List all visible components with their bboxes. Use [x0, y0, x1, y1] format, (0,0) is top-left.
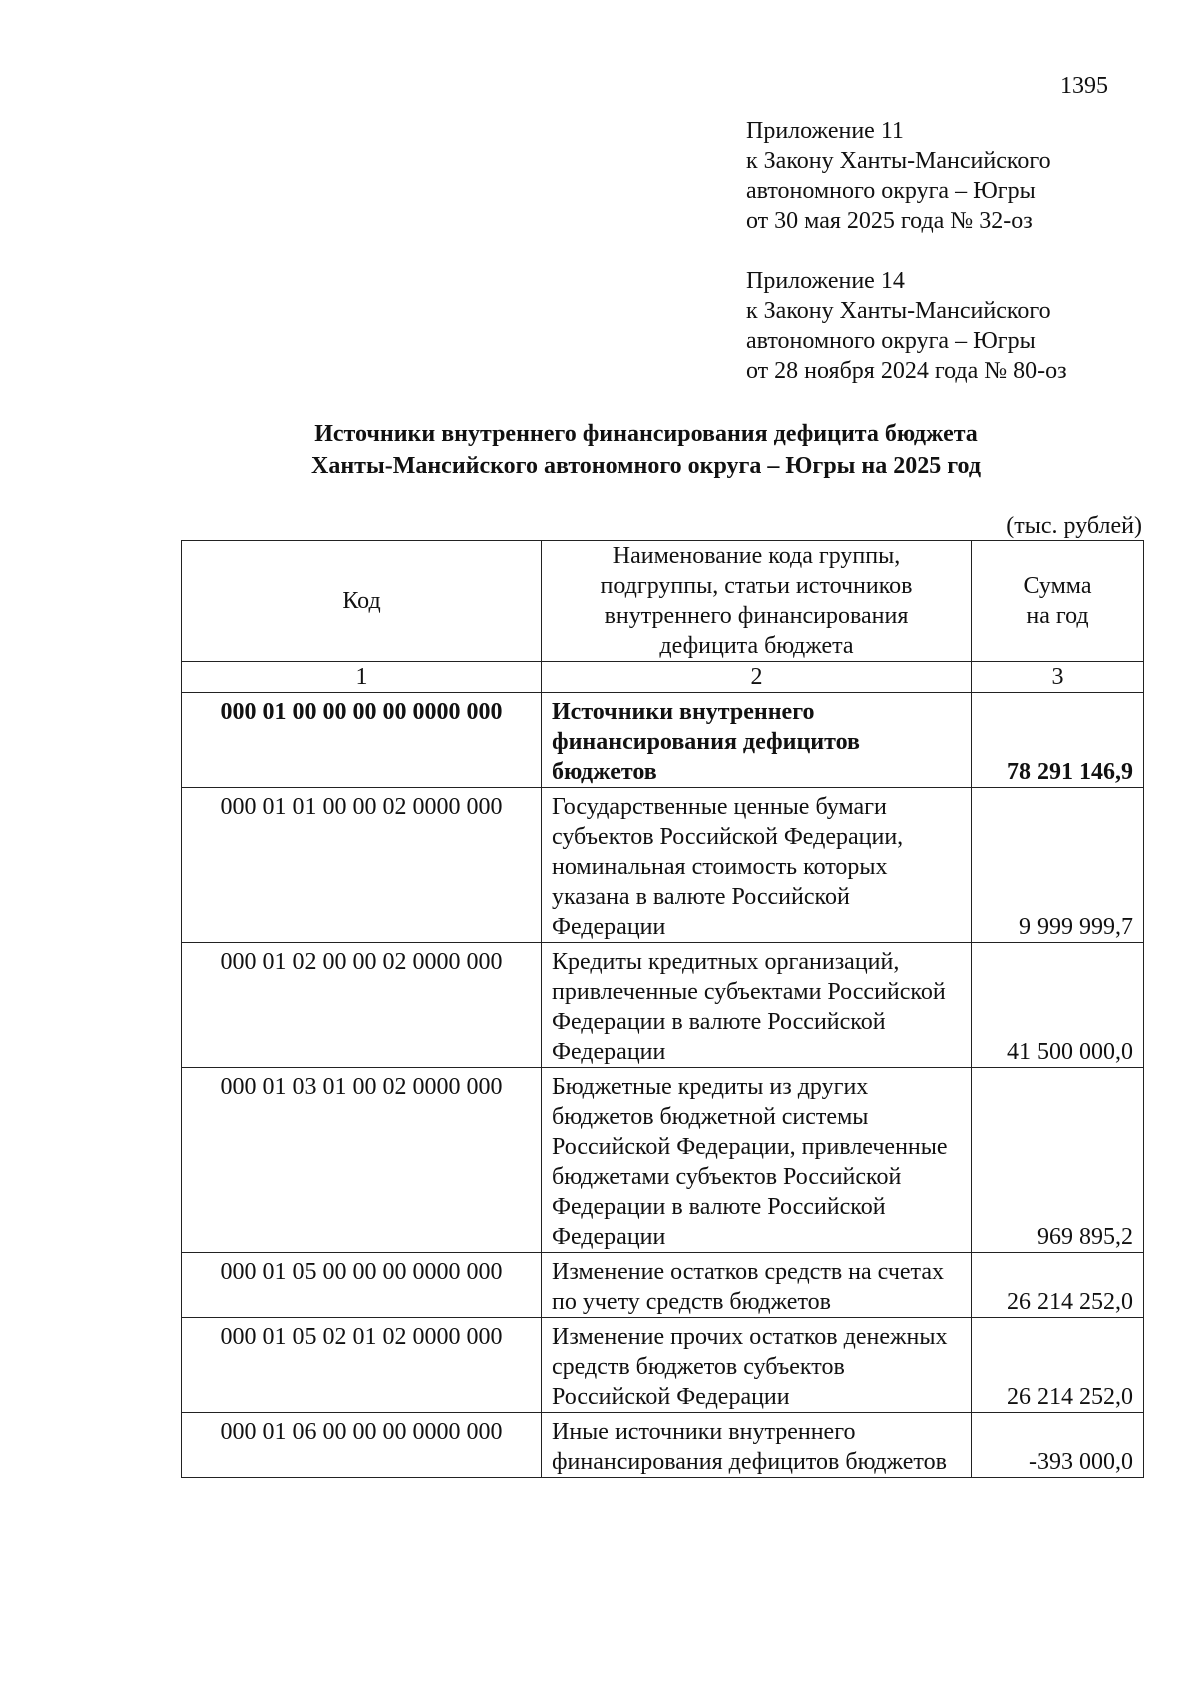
row-amount: 9 999 999,7 [972, 788, 1144, 943]
column-number: 3 [972, 662, 1144, 693]
header-code: Код [182, 541, 542, 662]
appendix-line: к Закону Ханты-Мансийского [746, 298, 1051, 324]
row-code: 000 01 01 00 00 02 0000 000 [182, 788, 542, 943]
appendix-14-note [746, 266, 1166, 386]
column-number-row [182, 662, 1144, 693]
header-amount [972, 541, 1144, 662]
row-name: Государственные ценные бумаги субъектов Российской Федерации, номинальная стоимость которых указана в валюте Российской Федерации [542, 788, 972, 943]
row-amount: 969 895,2 [972, 1068, 1144, 1253]
table-row [182, 1318, 1144, 1413]
title-line-2: Ханты-Мансийского автономного округа – Югры на 2025 год [311, 453, 981, 479]
table-header-row [182, 541, 1144, 662]
page-number: 1395 [1060, 73, 1108, 99]
table-row [182, 1413, 1144, 1478]
row-amount: 41 500 000,0 [972, 943, 1144, 1068]
row-name: Источники внутреннего финансирования дефицитов бюджетов [542, 693, 972, 788]
row-code: 000 01 02 00 00 02 0000 000 [182, 943, 542, 1068]
table-row-total [182, 693, 1144, 788]
row-name: Иные источники внутреннего финансирования дефицитов бюджетов [542, 1413, 972, 1478]
row-amount: 26 214 252,0 [972, 1318, 1144, 1413]
row-name: Бюджетные кредиты из других бюджетов бюджетной системы Российской Федерации, привлеченные бюджетами субъектов Российской Федерации в валюте Российской Федерации [542, 1068, 972, 1253]
appendix-line: от 30 мая 2025 года № 32-оз [746, 208, 1033, 234]
appendix-line: Приложение 11 [746, 118, 904, 144]
table-row [182, 943, 1144, 1068]
appendix-11-note [746, 116, 1166, 236]
appendix-line: автономного округа – Югры [746, 178, 1036, 204]
document-title [166, 418, 1126, 482]
row-amount: 26 214 252,0 [972, 1253, 1144, 1318]
row-code: 000 01 00 00 00 00 0000 000 [182, 693, 542, 788]
financing-sources-table [181, 540, 1144, 1478]
header-name: Наименование кода группы, подгруппы, статьи источников внутреннего финансирования дефицита бюджета [542, 541, 972, 662]
row-name: Изменение прочих остатков денежных средств бюджетов субъектов Российской Федерации [542, 1318, 972, 1413]
appendix-line: к Закону Ханты-Мансийского [746, 148, 1051, 174]
row-amount: 78 291 146,9 [972, 693, 1144, 788]
table-row [182, 788, 1144, 943]
row-code: 000 01 06 00 00 00 0000 000 [182, 1413, 542, 1478]
header-amount-line: на год [1026, 603, 1089, 629]
row-code: 000 01 05 02 01 02 0000 000 [182, 1318, 542, 1413]
row-name: Кредиты кредитных организаций, привлеченные субъектами Российской Федерации в валюте Российской Федерации [542, 943, 972, 1068]
table-row [182, 1253, 1144, 1318]
table-row [182, 1068, 1144, 1253]
header-amount-line: Сумма [1023, 573, 1092, 599]
appendix-line: Приложение 14 [746, 268, 905, 294]
units-note: (тыс. рублей) [1006, 513, 1142, 539]
row-code: 000 01 03 01 00 02 0000 000 [182, 1068, 542, 1253]
appendix-line: от 28 ноября 2024 года № 80-оз [746, 358, 1067, 384]
column-number: 1 [182, 662, 542, 693]
title-line-1: Источники внутреннего финансирования дефицита бюджета [314, 421, 978, 447]
row-name: Изменение остатков средств на счетах по учету средств бюджетов [542, 1253, 972, 1318]
appendix-line: автономного округа – Югры [746, 328, 1036, 354]
row-amount: -393 000,0 [972, 1413, 1144, 1478]
column-number: 2 [542, 662, 972, 693]
row-code: 000 01 05 00 00 00 0000 000 [182, 1253, 542, 1318]
